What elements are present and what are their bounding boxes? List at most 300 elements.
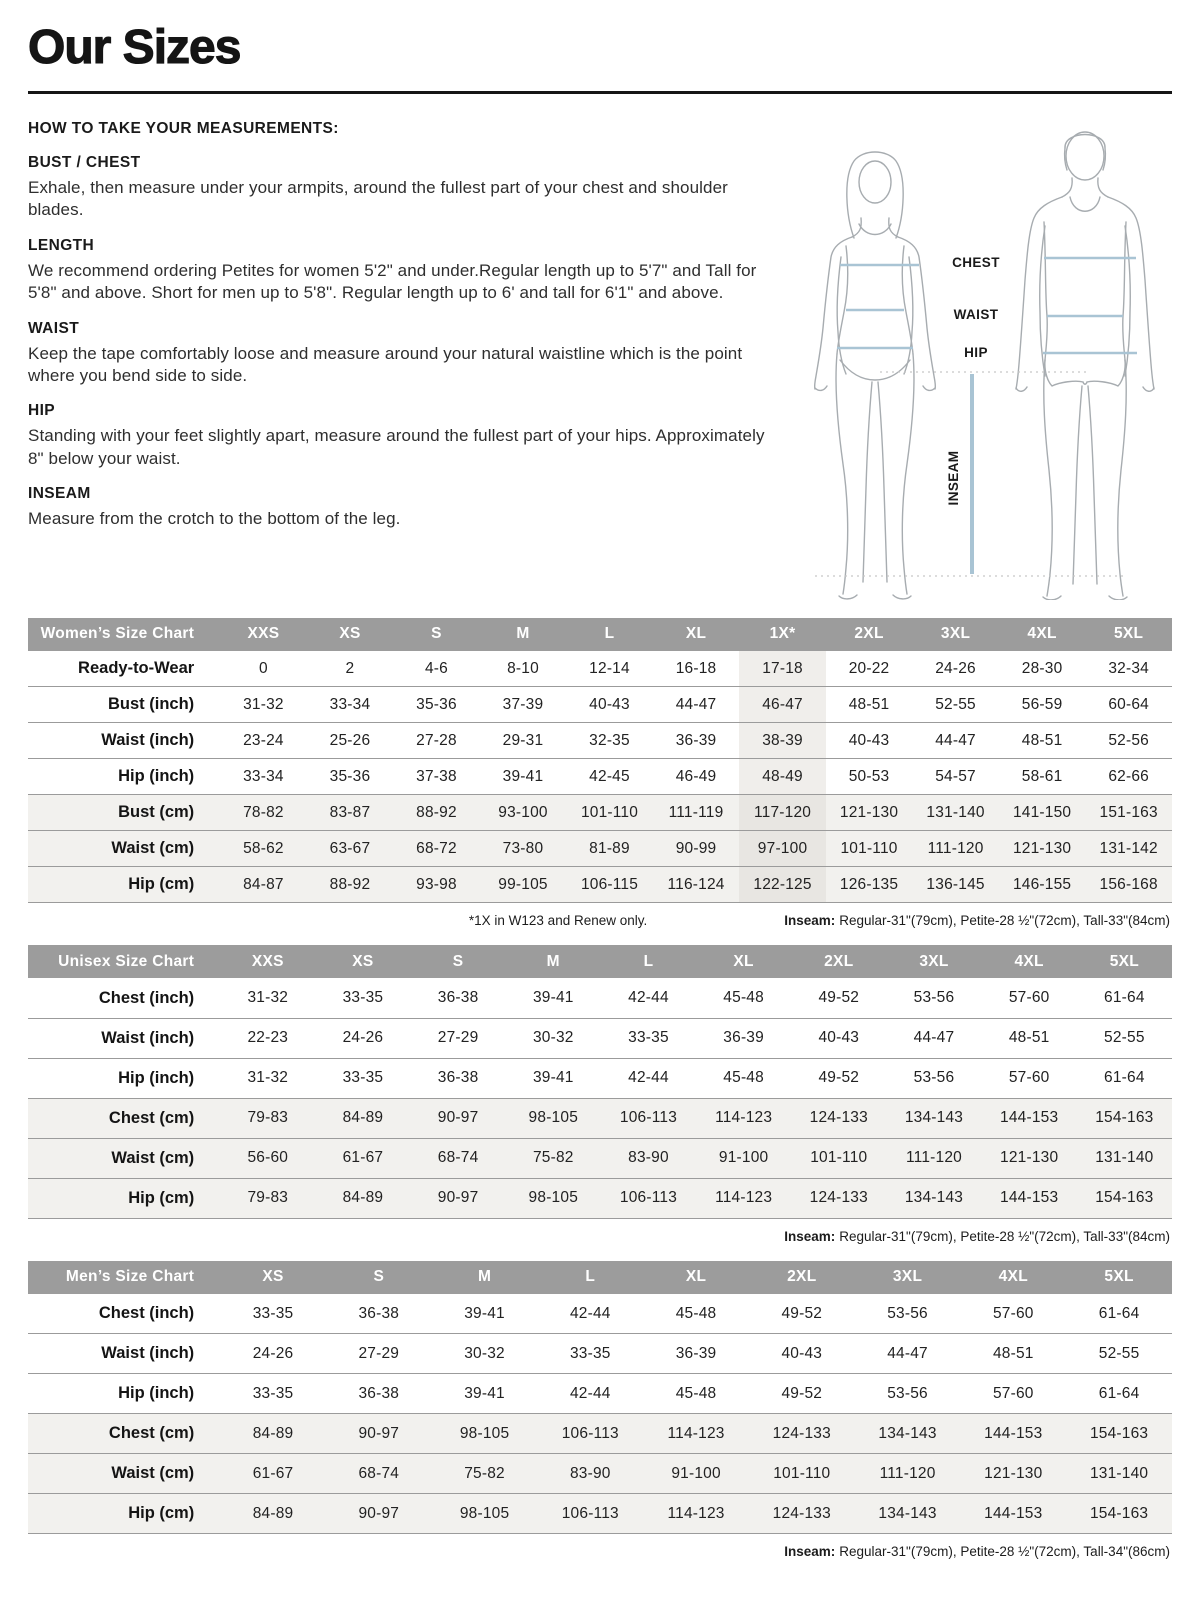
size-value: 62-66 (1108, 767, 1149, 785)
size-value: 90-99 (653, 831, 740, 867)
size-value: 33-35 (569, 1344, 611, 1362)
size-value: 68-74 (411, 1138, 506, 1178)
row-label: Hip (inch) (118, 767, 195, 786)
mens-inseam-note (784, 1544, 1170, 1559)
size-value: 60-64 (1108, 695, 1149, 713)
size-value: 42-44 (628, 989, 669, 1007)
size-value: 44-47 (675, 695, 717, 713)
size-value: 37-38 (416, 767, 457, 785)
table-row (28, 1138, 1172, 1178)
column-header: M (432, 1261, 538, 1294)
mens-size-chart (28, 1261, 1172, 1535)
size-value: 144-153 (982, 1098, 1077, 1138)
size-value: 111-120 (912, 831, 999, 867)
column-header: XXS (220, 618, 307, 651)
size-value: 73-80 (480, 831, 567, 867)
instructions-heading: HOW TO TAKE YOUR MEASUREMENTS: (28, 119, 339, 137)
column-header: XL (643, 1261, 749, 1294)
table-title: Women’s Size Chart (28, 618, 220, 651)
size-value: 48-49 (739, 759, 826, 795)
size-value: 12-14 (589, 659, 630, 677)
size-value: 131-140 (912, 795, 999, 831)
size-value: 40-43 (589, 695, 630, 713)
size-value: 126-135 (826, 867, 913, 903)
section-title: WAIST (28, 319, 80, 337)
size-value: 141-150 (999, 795, 1086, 831)
womens-chart-footnotes (30, 913, 1170, 928)
size-value: 42-44 (569, 1304, 611, 1322)
size-value: 131-140 (1077, 1138, 1172, 1178)
row-label: Chest (inch) (98, 1304, 195, 1323)
size-value: 61-64 (1104, 1069, 1145, 1087)
size-value: 136-145 (912, 867, 999, 903)
size-value: 27-28 (416, 731, 457, 749)
size-value: 35-36 (329, 767, 371, 785)
column-header: S (393, 618, 480, 651)
size-value: 154-163 (1066, 1414, 1172, 1454)
waist-label: WAIST (953, 306, 999, 322)
size-value: 48-51 (848, 695, 890, 713)
size-value: 42-44 (569, 1384, 611, 1402)
size-value: 49-52 (781, 1304, 823, 1322)
size-value: 111-120 (886, 1138, 981, 1178)
size-value: 84-89 (220, 1494, 326, 1534)
size-value: 48-51 (1008, 1029, 1050, 1047)
size-value: 39-41 (532, 989, 574, 1007)
column-header: L (601, 945, 696, 978)
column-header: M (480, 618, 567, 651)
size-value: 36-38 (437, 989, 479, 1007)
inseam-note-text: Regular-31"(79cm), Petite-28 ½"(72cm), Tall-34"(86cm) (839, 1544, 1170, 1560)
size-value: 36-38 (358, 1304, 400, 1322)
column-header: L (537, 1261, 643, 1294)
size-value: 33-35 (252, 1384, 294, 1402)
size-value: 124-133 (749, 1414, 855, 1454)
size-value: 8-10 (507, 659, 539, 677)
size-value: 154-163 (1066, 1494, 1172, 1534)
size-value: 90-97 (411, 1098, 506, 1138)
hip-label: HIP (964, 344, 988, 360)
column-header: XXS (220, 945, 315, 978)
size-value: 24-26 (252, 1344, 294, 1362)
size-value: 58-62 (220, 831, 307, 867)
table-row (28, 1294, 1172, 1334)
size-value: 88-92 (393, 795, 480, 831)
size-value: 124-133 (791, 1098, 886, 1138)
size-value: 31-32 (243, 695, 284, 713)
size-value: 116-124 (653, 867, 740, 903)
size-value: 111-119 (653, 795, 740, 831)
size-value: 97-100 (739, 831, 826, 867)
size-value: 68-72 (393, 831, 480, 867)
size-value: 2 (345, 659, 355, 677)
section-inseam (28, 485, 773, 530)
size-value: 144-153 (982, 1178, 1077, 1218)
row-label: Bust (cm) (28, 795, 220, 831)
column-header: XS (220, 1261, 326, 1294)
size-value: 88-92 (307, 867, 394, 903)
row-label: Waist (inch) (101, 1028, 195, 1047)
size-value: 57-60 (1008, 1069, 1050, 1087)
size-value: 53-56 (887, 1304, 928, 1322)
table-row (28, 1058, 1172, 1098)
size-value: 49-52 (818, 1069, 860, 1087)
size-value: 114-123 (643, 1414, 749, 1454)
size-value: 90-97 (411, 1178, 506, 1218)
size-value: 0 (259, 659, 268, 677)
section-hip (28, 402, 773, 470)
section-body: Standing with your feet slightly apart, measure around the fullest part of your hips. Approximately 8" below your waist. (28, 426, 765, 468)
column-header: 5XL (1066, 1261, 1172, 1294)
size-value: 106-115 (566, 867, 653, 903)
column-header: S (411, 945, 506, 978)
size-value: 53-56 (887, 1384, 928, 1402)
table-row (28, 867, 1172, 903)
size-value: 37-39 (502, 695, 544, 713)
size-value: 56-59 (1021, 695, 1063, 713)
size-value: 44-47 (935, 731, 976, 749)
size-value: 24-26 (935, 659, 976, 677)
size-value: 17-18 (739, 651, 826, 687)
table-row (28, 651, 1172, 687)
size-value: 156-168 (1085, 867, 1172, 903)
row-label: Hip (cm) (28, 1178, 220, 1218)
size-value: 75-82 (432, 1454, 538, 1494)
table-row (28, 795, 1172, 831)
size-table (28, 618, 1172, 904)
column-header: 2XL (791, 945, 886, 978)
column-header: S (326, 1261, 432, 1294)
size-value: 57-60 (992, 1304, 1034, 1322)
size-value: 32-34 (1108, 659, 1149, 677)
size-value: 124-133 (749, 1494, 855, 1534)
size-value: 154-163 (1077, 1178, 1172, 1218)
section-title: BUST / CHEST (28, 153, 141, 171)
column-header: XS (307, 618, 394, 651)
size-value: 39-41 (502, 767, 544, 785)
size-value: 84-87 (220, 867, 307, 903)
size-value: 29-31 (502, 731, 544, 749)
size-value: 36-39 (675, 1344, 717, 1362)
size-value: 27-29 (437, 1029, 479, 1047)
row-label: Waist (cm) (28, 1454, 220, 1494)
size-value: 79-83 (220, 1098, 315, 1138)
size-value: 134-143 (855, 1494, 961, 1534)
table-row (28, 978, 1172, 1018)
size-value: 61-64 (1098, 1304, 1140, 1322)
size-value: 33-35 (342, 1069, 384, 1087)
size-value: 131-142 (1085, 831, 1172, 867)
inseam-note-label: Inseam: (784, 1228, 836, 1244)
column-header: 2XL (826, 618, 913, 651)
row-label: Hip (cm) (28, 867, 220, 903)
size-value: 23-24 (243, 731, 284, 749)
size-value: 20-22 (848, 659, 890, 677)
size-value: 83-90 (537, 1454, 643, 1494)
size-value: 39-41 (464, 1384, 505, 1402)
size-value: 114-123 (643, 1494, 749, 1534)
size-charts-section (28, 618, 1172, 1560)
measurement-instructions (28, 118, 773, 531)
row-label: Bust (inch) (108, 695, 195, 714)
row-label: Ready-to-Wear (78, 659, 195, 678)
chest-label: CHEST (952, 254, 1000, 270)
size-value: 40-43 (781, 1344, 823, 1362)
size-value: 22-23 (247, 1029, 289, 1047)
table-row (28, 687, 1172, 723)
inseam-label: INSEAM (946, 450, 961, 506)
size-value: 49-52 (818, 989, 860, 1007)
page-title: Our Sizes (28, 21, 241, 74)
size-value: 90-97 (326, 1494, 432, 1534)
size-value: 36-38 (358, 1384, 400, 1402)
size-value: 98-105 (432, 1414, 538, 1454)
womens-inseam-note (784, 913, 1170, 928)
size-table (28, 1261, 1172, 1535)
size-value: 52-55 (935, 695, 976, 713)
size-value: 33-35 (252, 1304, 294, 1322)
size-value: 121-130 (999, 831, 1086, 867)
size-value: 52-55 (1104, 1029, 1145, 1047)
size-value: 31-32 (247, 989, 289, 1007)
size-value: 117-120 (739, 795, 826, 831)
size-value: 40-43 (818, 1029, 860, 1047)
size-value: 98-105 (506, 1098, 601, 1138)
section-title: HIP (28, 402, 56, 420)
size-value: 101-110 (749, 1454, 855, 1494)
size-value: 45-48 (675, 1384, 717, 1402)
size-value: 101-110 (826, 831, 913, 867)
inseam-note-label: Inseam: (784, 1544, 836, 1560)
size-table (28, 945, 1172, 1219)
section-waist (28, 320, 773, 388)
size-value: 16-18 (675, 659, 717, 677)
table-row (28, 1098, 1172, 1138)
column-header: 2XL (749, 1261, 855, 1294)
row-label: Waist (cm) (28, 831, 220, 867)
size-value: 134-143 (855, 1414, 961, 1454)
size-value: 36-38 (437, 1069, 479, 1087)
size-value: 35-36 (416, 695, 457, 713)
size-value: 57-60 (992, 1384, 1034, 1402)
section-body: Keep the tape comfortably loose and measure around your natural waistline which is the point where you bend side to side. (28, 343, 743, 385)
size-value: 131-140 (1066, 1454, 1172, 1494)
size-value: 114-123 (696, 1178, 791, 1218)
size-value: 50-53 (848, 767, 890, 785)
size-value: 111-120 (855, 1454, 961, 1494)
size-value: 106-113 (537, 1414, 643, 1454)
section-body: Exhale, then measure under your armpits, around the fullest part of your chest and shoulder blades. (28, 177, 728, 220)
size-value: 91-100 (643, 1454, 749, 1494)
row-label: Waist (inch) (101, 731, 195, 750)
column-header: 3XL (886, 945, 981, 978)
section-length (28, 237, 773, 305)
column-header: XL (653, 618, 740, 651)
table-row (28, 723, 1172, 759)
size-value: 61-67 (315, 1138, 410, 1178)
section-title: INSEAM (28, 485, 91, 503)
size-value: 144-153 (960, 1414, 1066, 1454)
table-row (28, 1454, 1172, 1494)
size-value: 98-105 (506, 1178, 601, 1218)
size-value: 63-67 (307, 831, 394, 867)
mens-chart-footnotes (30, 1544, 1170, 1559)
size-value: 45-48 (723, 989, 764, 1007)
column-header: XL (696, 945, 791, 978)
size-value: 40-43 (848, 731, 890, 749)
row-label: Hip (cm) (28, 1494, 220, 1534)
size-value: 57-60 (1008, 989, 1050, 1007)
size-value: 48-51 (992, 1344, 1034, 1362)
size-value: 84-89 (220, 1414, 326, 1454)
size-value: 68-74 (326, 1454, 432, 1494)
size-value: 91-100 (696, 1138, 791, 1178)
size-value: 4-6 (424, 659, 448, 677)
column-header: 3XL (855, 1261, 961, 1294)
size-value: 28-30 (1021, 659, 1063, 677)
table-row (28, 831, 1172, 867)
size-value: 93-98 (393, 867, 480, 903)
size-value: 45-48 (723, 1069, 764, 1087)
size-value: 114-123 (696, 1098, 791, 1138)
woman-outline-figure (815, 152, 936, 599)
size-value: 93-100 (480, 795, 567, 831)
size-value: 36-39 (675, 731, 717, 749)
table-title: Men’s Size Chart (28, 1261, 220, 1294)
size-value: 39-41 (532, 1069, 574, 1087)
table-row (28, 1374, 1172, 1414)
row-label: Chest (cm) (28, 1098, 220, 1138)
measurement-diagram (773, 118, 1172, 600)
size-value: 61-64 (1104, 989, 1145, 1007)
column-header: 3XL (912, 618, 999, 651)
size-value: 99-105 (480, 867, 567, 903)
size-value: 24-26 (342, 1029, 384, 1047)
column-header: L (566, 618, 653, 651)
row-label: Waist (inch) (101, 1344, 195, 1363)
table-row (28, 759, 1172, 795)
size-value: 154-163 (1077, 1098, 1172, 1138)
size-value: 56-60 (220, 1138, 315, 1178)
size-value: 42-45 (589, 767, 630, 785)
unisex-chart-footnotes (30, 1229, 1170, 1244)
column-header: 4XL (999, 618, 1086, 651)
size-value: 44-47 (887, 1344, 928, 1362)
size-value: 101-110 (566, 795, 653, 831)
size-value: 106-113 (601, 1098, 696, 1138)
table-title: Unisex Size Chart (28, 945, 220, 978)
column-header: 5XL (1077, 945, 1172, 978)
section-bust-chest (28, 154, 773, 222)
row-label: Hip (inch) (118, 1068, 195, 1087)
size-value: 49-52 (781, 1384, 823, 1402)
size-value: 84-89 (315, 1098, 410, 1138)
table-row (28, 1018, 1172, 1058)
size-value: 52-55 (1098, 1344, 1140, 1362)
inseam-note-label: Inseam: (784, 913, 836, 929)
column-header: 4XL (982, 945, 1077, 978)
size-value: 33-35 (628, 1029, 669, 1047)
section-body: We recommend ordering Petites for women 5'2" and under.Regular length up to 5'7" and Tall for 5'8" and above. Short for men up to 5'8". Regular length up to 6' and tall for 6'1" and above. (28, 260, 757, 303)
size-value: 61-64 (1098, 1384, 1140, 1402)
size-value: 121-130 (960, 1454, 1066, 1494)
size-value: 33-34 (243, 767, 284, 785)
row-label: Chest (cm) (28, 1414, 220, 1454)
size-value: 106-113 (537, 1494, 643, 1534)
size-value: 124-133 (791, 1178, 886, 1218)
size-value: 48-51 (1021, 731, 1063, 749)
size-value: 27-29 (358, 1344, 400, 1362)
size-value: 30-32 (532, 1029, 574, 1047)
size-value: 134-143 (886, 1098, 981, 1138)
size-value: 42-44 (628, 1069, 669, 1087)
size-value: 53-56 (913, 1069, 955, 1087)
size-value: 54-57 (935, 767, 976, 785)
size-value: 44-47 (913, 1029, 955, 1047)
size-value: 53-56 (913, 989, 955, 1007)
inseam-note-text: Regular-31"(79cm), Petite-28 ½"(72cm), Tall-33"(84cm) (839, 913, 1170, 929)
size-value: 52-56 (1108, 731, 1149, 749)
size-value: 134-143 (886, 1178, 981, 1218)
size-value: 75-82 (506, 1138, 601, 1178)
size-value: 121-130 (826, 795, 913, 831)
size-value: 38-39 (739, 723, 826, 759)
size-value: 101-110 (791, 1138, 886, 1178)
unisex-size-chart (28, 945, 1172, 1219)
column-header: 1X* (739, 618, 826, 651)
size-value: 79-83 (220, 1178, 315, 1218)
womens-size-chart (28, 618, 1172, 904)
table-row (28, 1178, 1172, 1218)
inseam-note-text: Regular-31"(79cm), Petite-28 ½"(72cm), Tall-33"(84cm) (839, 1228, 1170, 1244)
column-header: 4XL (960, 1261, 1066, 1294)
column-header: M (506, 945, 601, 978)
table-row (28, 1414, 1172, 1454)
size-value: 144-153 (960, 1494, 1066, 1534)
body-measurement-illustration (780, 120, 1172, 600)
unisex-inseam-note (784, 1229, 1170, 1244)
size-value: 33-35 (342, 989, 384, 1007)
section-title: LENGTH (28, 236, 95, 254)
size-value: 122-125 (739, 867, 826, 903)
size-value: 121-130 (982, 1138, 1077, 1178)
size-value: 39-41 (464, 1304, 505, 1322)
measurement-lines (815, 258, 1137, 576)
size-value: 33-34 (329, 695, 371, 713)
row-label: Waist (cm) (28, 1138, 220, 1178)
size-value: 46-47 (739, 687, 826, 723)
size-value: 106-113 (601, 1178, 696, 1218)
row-label: Chest (inch) (98, 988, 195, 1007)
size-value: 83-90 (601, 1138, 696, 1178)
row-label: Hip (inch) (118, 1384, 195, 1403)
size-value: 83-87 (307, 795, 394, 831)
size-value: 78-82 (220, 795, 307, 831)
size-value: 90-97 (326, 1414, 432, 1454)
size-value: 151-163 (1085, 795, 1172, 831)
size-value: 146-155 (999, 867, 1086, 903)
column-header: 5XL (1085, 618, 1172, 651)
section-body: Measure from the crotch to the bottom of the leg. (28, 509, 401, 529)
man-outline-figure (1016, 132, 1154, 600)
size-value: 46-49 (675, 767, 717, 785)
title-divider (28, 91, 1172, 94)
size-value: 36-39 (723, 1029, 764, 1047)
one-x-footnote: *1X in W123 and Renew only. (468, 913, 648, 929)
table-row (28, 1494, 1172, 1534)
column-header: XS (315, 945, 410, 978)
size-value: 25-26 (329, 731, 371, 749)
